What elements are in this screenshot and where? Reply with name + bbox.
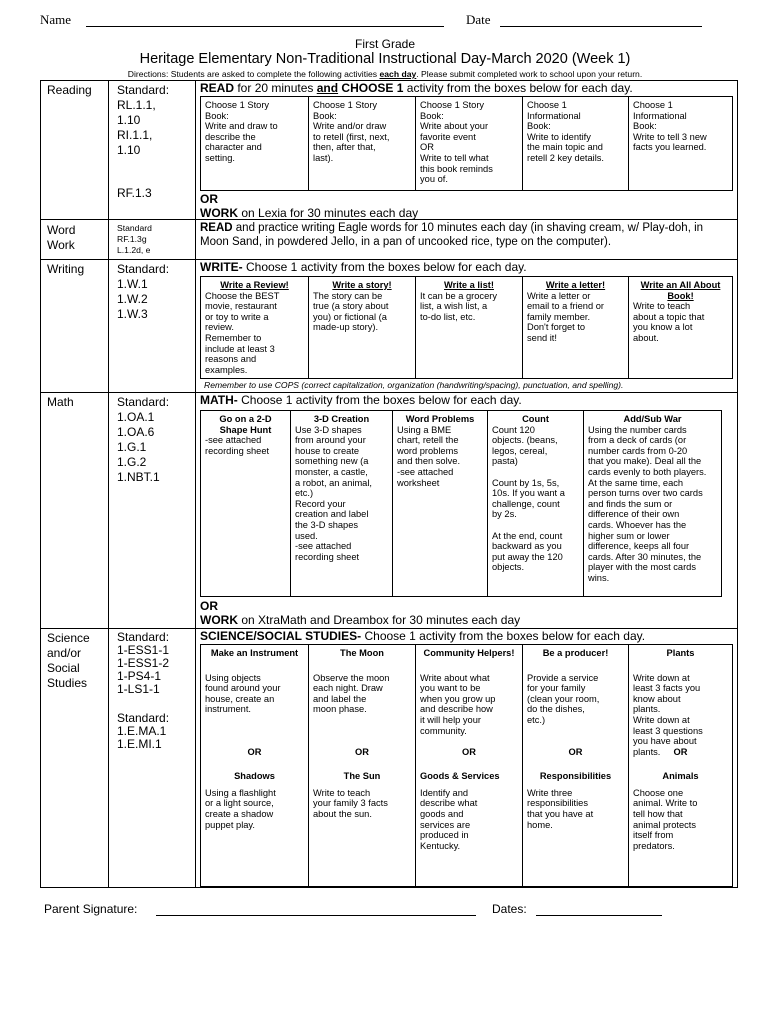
grade-label: First Grade xyxy=(354,37,415,51)
subject-reading: Reading xyxy=(47,83,92,97)
reading-or: OR xyxy=(200,192,218,206)
science-box: Community Helpers! Write about what you want to be when you grow up and describe how it will help your community. OR Goods & Services Identify and describe what goods and services are produced in Kentucky. xyxy=(415,645,522,886)
science-standards: Standard: 1-ESS1-1 1-ESS1-2 1-PS4-1 1-LS1-1 xyxy=(117,630,170,696)
writing-header: WRITE- Choose 1 activity from the boxes below for each day. xyxy=(200,260,527,274)
date-field[interactable] xyxy=(500,26,702,27)
name-field[interactable] xyxy=(86,26,444,27)
date-label: Date xyxy=(466,12,491,27)
math-box: Count Count 120 objects. (beans, legos, cereal, pasta) Count by 1s, 5s, 10s. If you want a challenge, count by 2s. At the end, count backward as you put away the 120 objects. xyxy=(487,411,583,596)
reading-standards: Standard: RL.1.1, 1.10 RI.1.1, 1.10 xyxy=(117,83,170,157)
reading-standard-rf: RF.1.3 xyxy=(117,186,152,200)
math-box: 3-D Creation Use 3-D shapes from around your house to create something new (a monster, a castle, a robot, an animal, etc.) Record your creation and label the 3-D shapes used. -see attached recording sheet xyxy=(290,411,392,596)
writing-standards: Standard: 1.W.1 1.W.2 1.W.3 xyxy=(117,262,170,321)
parent-signature-label: Parent Signature: xyxy=(44,902,138,916)
writing-box: Write an All About Book! Write to teach about a topic that you know a lot about. xyxy=(628,277,732,378)
dates-label: Dates: xyxy=(492,902,527,916)
dates-field[interactable] xyxy=(536,915,662,916)
reading-box: Choose 1 Story Book: Write and/or draw to retell (first, next, then, after that, last). xyxy=(308,97,415,190)
reading-box: Choose 1 Story Book: Write and draw to describe the character and setting. xyxy=(205,100,278,163)
reading-box: Choose 1 Informational Book: Write to identify the main topic and retell 2 key details. xyxy=(522,97,628,190)
writing-box: Write a Review! Choose the BEST movie, restaurant or toy to write a review. Remember to include at least 3 reasons and examples. xyxy=(205,280,289,375)
math-header: MATH- Choose 1 activity from the boxes below for each day. xyxy=(200,393,522,407)
science-box: The Moon Observe the moon each night. Draw and label the moon phase. OR The Sun Write to teach your family 3 facts about the sun. xyxy=(308,645,415,886)
word-work-text: READ and practice writing Eagle words for 10 minutes each day (in shaving cream, w/ Play-doh, in Moon Sand, in powdered Jello, in a pan of uncooked rice, type on the computer). xyxy=(200,222,704,248)
writing-choice-boxes xyxy=(200,276,733,379)
reading-work: WORK on Lexia for 30 minutes each day xyxy=(200,206,419,220)
reading-choice-boxes xyxy=(200,96,733,191)
science-box: Be a producer! Provide a service for your family (clean your room, do the dishes, etc.) OR Responsibilities Write three responsibilities that you have at home. xyxy=(522,645,628,886)
math-box: Go on a 2-D Shape Hunt -see attached recording sheet xyxy=(205,414,272,456)
science-choice-boxes xyxy=(200,644,733,887)
signature-row xyxy=(44,902,704,920)
math-work: WORK on XtraMath and Dreambox for 30 minutes each day xyxy=(200,613,521,627)
reading-header: READ for 20 minutes and CHOOSE 1 activity from the boxes below for each day. xyxy=(200,81,633,95)
science-header: SCIENCE/SOCIAL STUDIES- Choose 1 activity from the boxes below for each day. xyxy=(200,629,646,643)
column-divider xyxy=(108,81,109,887)
subject-writing: Writing xyxy=(47,262,85,276)
reading-box: Choose 1 Informational Book: Write to tell 3 new facts you learned. xyxy=(628,97,732,190)
subject-science: Science and/or Social Studies xyxy=(47,631,90,690)
math-box: Word Problems Using a BME chart, retell the word problems and then solve. -see attached worksheet xyxy=(392,411,487,596)
subject-word-work: Word Work xyxy=(47,223,76,252)
science-box: Make an Instrument Using objects found around your house, create an instrument. OR Shadows Using a flashlight or a light source, create a shadow puppet play. xyxy=(205,648,299,830)
math-or: OR xyxy=(200,599,218,613)
math-choice-boxes xyxy=(200,410,722,597)
column-divider xyxy=(195,81,196,887)
science-box: Plants Write down at least 3 facts you know about plants. Write down at least 3 questions you have about plants. OR Animals Choose one animal. Write to tell how that animal protects itself from predators. xyxy=(628,645,732,886)
cops-reminder: Remember to use COPS (correct capitalization, organization (handwriting/spacing), punctuation, and spelling). xyxy=(204,380,624,390)
activity-table xyxy=(40,80,738,888)
word-work-standards: Standard RF.1.3g L.1.2d, e xyxy=(117,223,152,255)
math-standards: Standard: 1.OA.1 1.OA.6 1.G.1 1.G.2 1.NBT.1 xyxy=(117,395,170,484)
writing-box: Write a letter! Write a letter or email to a friend or family member. Don't forget to send it! xyxy=(522,277,628,378)
directions: Directions: Students are asked to complete the following activities each day. Please submit completed work to school upon your return. xyxy=(127,69,643,79)
reading-box: Choose 1 Story Book: Write about your favorite event OR Write to tell what this book reminds you of. xyxy=(415,97,522,190)
science-standards-2: Standard: 1.E.MA.1 1.E.MI.1 xyxy=(117,711,170,751)
name-label: Name xyxy=(40,12,72,27)
writing-box: Write a story! The story can be true (a story about you) or fictional (a made-up story). xyxy=(308,277,415,378)
writing-box: Write a list! It can be a grocery list, a wish list, a to-do list, etc. xyxy=(415,277,522,378)
name-date-row xyxy=(40,12,720,30)
parent-signature-field[interactable] xyxy=(156,915,476,916)
page-title: Heritage Elementary Non-Traditional Instructional Day-March 2020 (Week 1) xyxy=(139,51,631,67)
subject-math: Math xyxy=(47,395,74,409)
math-box: Add/Sub War Using the number cards from a deck of cards (or number cards from 0-20 that you make). Deal all the cards evenly to both players. At the same time, each person turns over two cards and finds the sum or difference of their own cards. Whoever has the higher sum or lower difference, keeps all four cards. After 30 minutes, the player with the most cards wins. xyxy=(583,411,721,596)
